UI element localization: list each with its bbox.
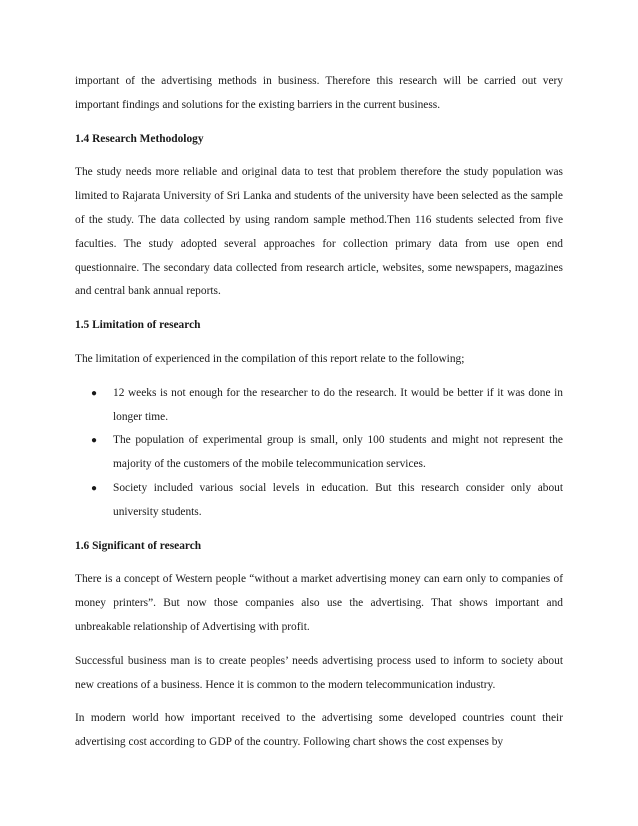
intro-paragraph: important of the advertising methods in business. Therefore this research will be carried out very important findings and solutions for the existing barriers in the current business. xyxy=(75,75,563,111)
significance-paragraph: In modern world how important received to the advertising some developed countries count their advertising cost according to GDP of the country. Following chart shows the cost expenses by xyxy=(75,712,563,749)
list-item xyxy=(75,382,563,430)
limitation-intro: The limitation of experienced in the compilation of this report relate to the following; xyxy=(75,352,465,365)
list-item-text: Society included various social levels in education. But this research consider only about university students. xyxy=(113,481,563,518)
significance-paragraph: There is a concept of Western people “without a market advertising money can earn only to companies of money printers”. But now those companies also use the advertising. That shows important and unbreakable relationship of Advertising with profit. xyxy=(75,573,563,633)
bullet-icon: ● xyxy=(91,482,98,494)
significance-heading: 1.6 Significant of research xyxy=(75,539,202,552)
list-item xyxy=(75,477,563,525)
list-item-text: 12 weeks is not enough for the researcher to do the research. It would be better if it was done in longer time. xyxy=(113,386,563,423)
methodology-paragraph: The study needs more reliable and original data to test that problem therefore the study population was limited to Rajarata University of Sri Lanka and students of the university have been selected as the sample of the study. The data collected by using random sample method.Then 116 students selected from five faculties. The study adopted several approaches for collection primary data from use open end questionnaire. The secondary data collected from research article, websites, some newspapers, magazines and central bank annual reports. xyxy=(75,166,563,298)
significance-paragraph: Successful business man is to create peoples’ needs advertising process used to inform to society about new creations of a business. Hence it is common to the modern telecommunication industry. xyxy=(75,654,563,691)
limitation-heading: 1.5 Limitation of research xyxy=(75,319,201,332)
list-item-text: The population of experimental group is small, only 100 students and might not represent the majority of the customers of the mobile telecommunication services. xyxy=(113,434,563,471)
list-item xyxy=(75,429,563,477)
bullet-icon: ● xyxy=(91,435,98,447)
methodology-heading: 1.4 Research Methodology xyxy=(75,132,204,145)
bullet-icon: ● xyxy=(91,387,98,399)
document-page xyxy=(75,70,563,765)
limitation-list xyxy=(75,382,563,525)
